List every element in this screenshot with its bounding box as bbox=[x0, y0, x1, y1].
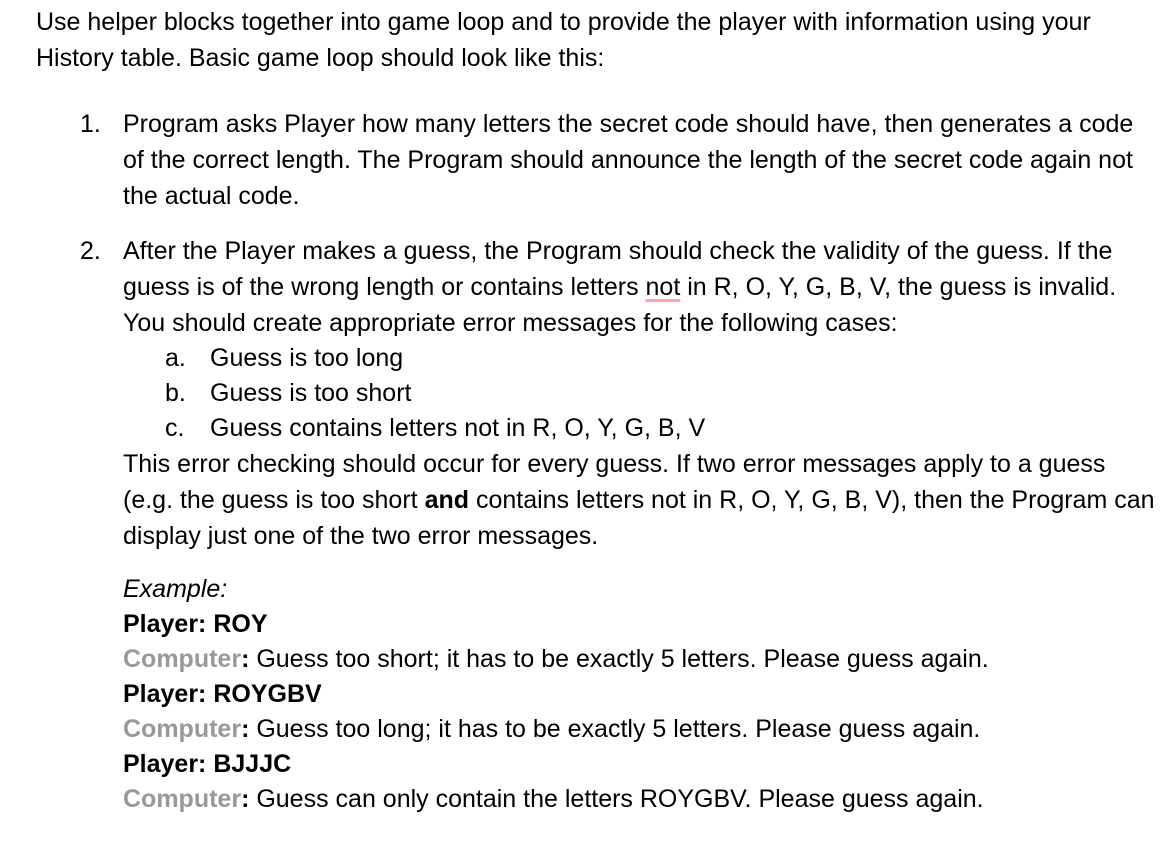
player-line: Player: ROY bbox=[123, 610, 268, 638]
player-line: Player: ROYGBV bbox=[123, 680, 322, 708]
step-1 bbox=[36, 106, 1156, 214]
spellcheck-flagged-word[interactable]: not bbox=[645, 273, 681, 301]
error-case-item bbox=[123, 341, 1156, 376]
computer-message: Guess can only contain the letters ROYGBV. Please guess again. bbox=[249, 785, 984, 813]
document-body bbox=[36, 4, 1156, 817]
computer-label: Computer bbox=[123, 645, 242, 673]
step-text bbox=[123, 233, 1156, 341]
computer-line bbox=[123, 782, 1156, 817]
case-letter: b. bbox=[165, 379, 186, 407]
computer-message: Guess too long; it has to be exactly 5 letters. Please guess again. bbox=[249, 715, 981, 743]
intro-paragraph: Use helper blocks together into game loop and to provide the player with information using your History table. Basic game loop should look like this: bbox=[36, 8, 1091, 72]
case-text: Guess is too long bbox=[210, 344, 404, 372]
note-text-part: This error checking should occur for every guess. If two error messages apply to a guess (e.g. the guess is too short bbox=[123, 450, 1106, 514]
note-bold-word: and bbox=[424, 486, 470, 514]
case-text: Guess contains letters not in R, O, Y, G, B, V bbox=[210, 414, 706, 442]
computer-colon: : bbox=[241, 785, 250, 813]
step-text: Program asks Player how many letters the secret code should have, then generates a code of the correct length. The Program should announce the length of the secret code again not the actual code. bbox=[123, 110, 1134, 210]
step-text-part: After the Player makes a guess, the Program should check the validity of the guess. If the guess is of the wrong length or contains letters bbox=[123, 237, 1113, 301]
game-loop-steps bbox=[36, 106, 1156, 817]
note-text-part: contains letters not in R, O, Y, G, B, V), then the Program can display just one of the two error messages. bbox=[123, 486, 1155, 550]
case-letter: a. bbox=[165, 344, 186, 372]
case-letter: c. bbox=[165, 414, 185, 442]
computer-colon: : bbox=[241, 715, 250, 743]
example-label: Example: bbox=[123, 575, 228, 603]
error-case-item bbox=[123, 376, 1156, 411]
computer-line bbox=[123, 712, 1156, 747]
error-case-item bbox=[123, 411, 1156, 446]
step-number: 1. bbox=[80, 110, 101, 138]
computer-label: Computer bbox=[123, 715, 242, 743]
computer-line bbox=[123, 642, 1156, 677]
step-2 bbox=[36, 233, 1156, 817]
computer-label: Computer bbox=[123, 785, 242, 813]
error-checking-note bbox=[123, 446, 1156, 554]
example-block bbox=[123, 572, 1156, 817]
player-line: Player: BJJJC bbox=[123, 750, 292, 778]
case-text: Guess is too short bbox=[210, 379, 412, 407]
computer-message: Guess too short; it has to be exactly 5 letters. Please guess again. bbox=[249, 645, 989, 673]
step-number: 2. bbox=[80, 237, 101, 265]
computer-colon: : bbox=[241, 645, 250, 673]
error-cases-list bbox=[123, 341, 1156, 446]
step-text-part: in R, O, Y, G, B, V, the guess is invalid. You should create appropriate error messages for the following cases: bbox=[123, 273, 1117, 337]
